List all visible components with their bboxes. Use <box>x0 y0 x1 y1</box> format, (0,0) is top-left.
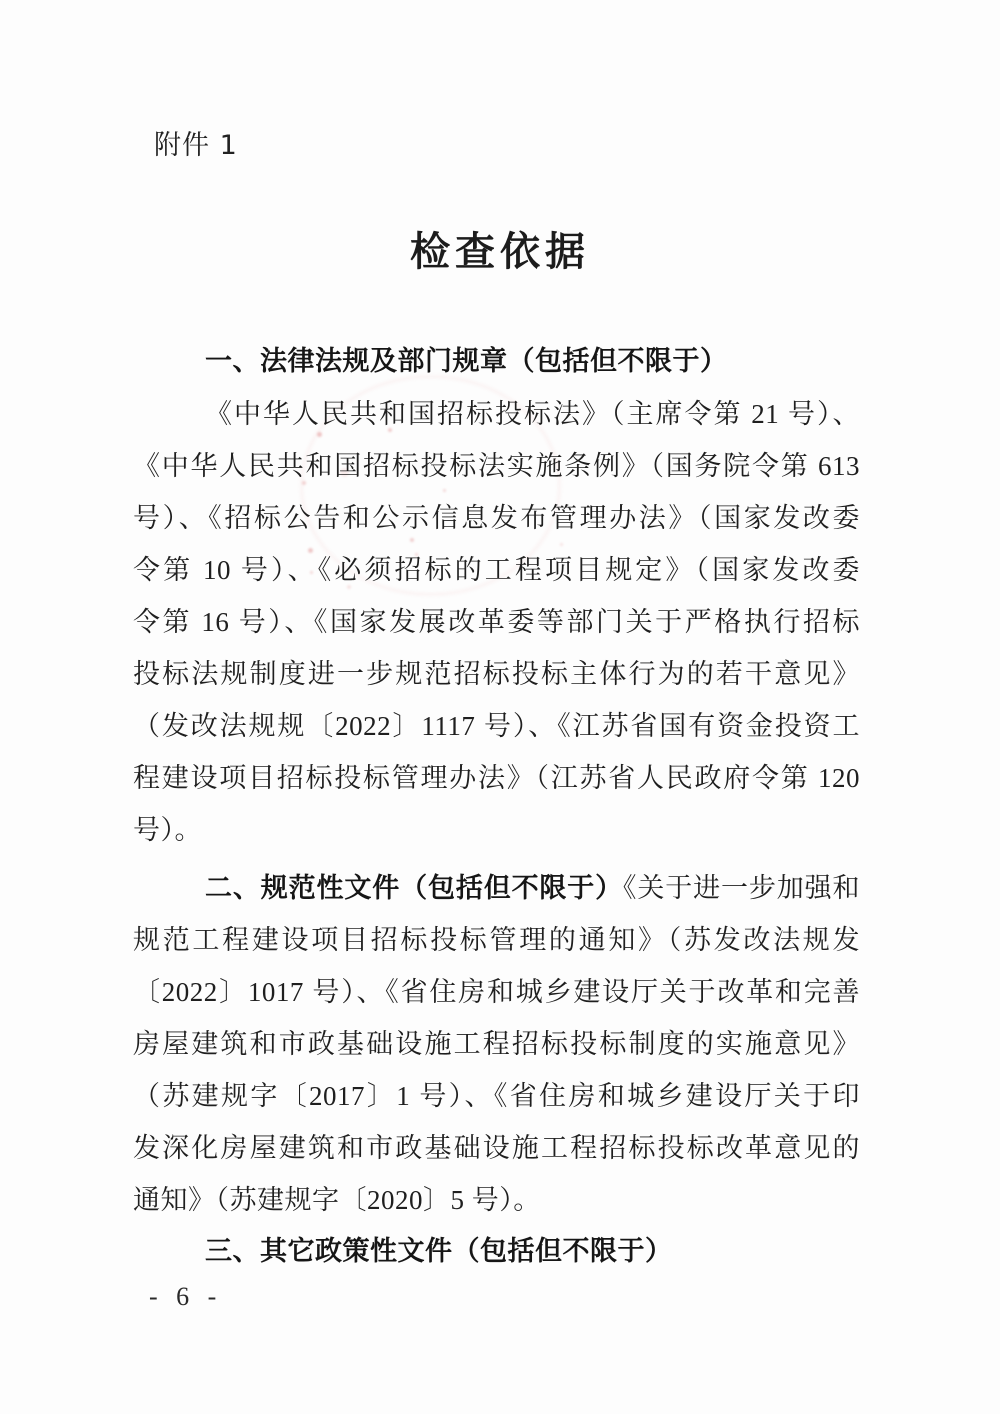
body-text-line: 程建设项目招标投标管理办法》（江苏省人民政府令第 120 <box>133 763 860 793</box>
body-text-line: 号）、《招标公告和公示信息发布管理办法》（国家发改委 <box>133 503 860 533</box>
section-heading: 三、其它政策性文件（包括但不限于） <box>205 1236 673 1267</box>
body-text-line: （苏建规字〔2017〕1 号）、《省住房和城乡建设厅关于印 <box>133 1081 860 1111</box>
body-text-line: 通知》（苏建规字〔2020〕5 号）。 <box>133 1185 541 1215</box>
body-text-line: 《中华人民共和国招标投标法》（主席令第 21 号）、 <box>205 399 860 429</box>
body-text-line: 发深化房屋建筑和市政基础设施工程招标投标改革意见的 <box>133 1133 860 1163</box>
attachment-label: 附件 1 <box>154 130 238 161</box>
body-text-line: 规范工程建设项目招标投标管理的通知》（苏发改法规发 <box>133 925 860 955</box>
section-heading: 一、法律法规及部门规章（包括但不限于） <box>205 346 728 377</box>
body-text-line: （发改法规规〔2022〕1117 号）、《江苏省国有资金投资工 <box>133 711 860 741</box>
body-text-line: 投标法规制度进一步规范招标投标主体行为的若干意见》 <box>133 659 860 689</box>
body-text-line: 《中华人民共和国招标投标法实施条例》（国务院令第 613 <box>133 451 860 481</box>
document-title: 检查依据 <box>410 228 590 275</box>
body-text-line: 号）。 <box>133 815 202 845</box>
document-body <box>133 336 860 1278</box>
body-text-line: 令第 16 号）、《国家发展改革委等部门关于严格执行招标 <box>133 607 860 637</box>
section-heading: 二、规范性文件（包括但不限于）《关于进一步加强和 <box>205 873 861 904</box>
body-text-line: 令第 10 号）、《必须招标的工程项目规定》（国家发改委 <box>133 555 860 585</box>
body-text-line: 房屋建筑和市政基础设施工程招标投标制度的实施意见》 <box>133 1029 860 1059</box>
page-number: - 6 - <box>149 1282 223 1311</box>
body-text-line: 〔2022〕1017 号）、《省住房和城乡建设厅关于改革和完善 <box>133 977 860 1007</box>
